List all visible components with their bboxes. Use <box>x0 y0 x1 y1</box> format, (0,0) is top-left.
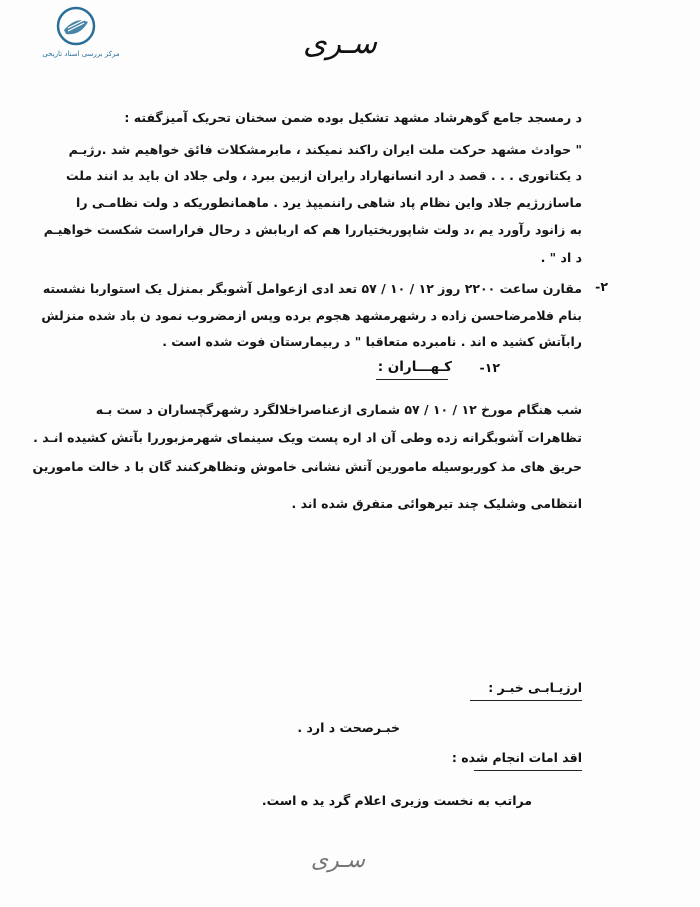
classification-stamp-bottom: سـرى <box>310 848 366 873</box>
body-line: به زانود رآورد یم ،د ولت شاپوربختیاررا هم که اربابش د رحال فراراست شکست خواهیـم <box>43 222 582 237</box>
archive-logo <box>22 6 140 70</box>
heading-underline <box>376 379 448 380</box>
closing-statement: مراتب به نخست وزیری اعلام گرد ید ه است. <box>261 793 532 808</box>
body-line: تظاهرات آشوبگرانه زده وطی آن اد اره پست ویک سینمای شهرمزبوررا بآتش کشیده انـد . <box>33 430 582 445</box>
item-number: -۲ <box>595 279 608 294</box>
body-line: د یکتاتوری . . . قصد د ارد انسانهاراد رایران ازبین ببرد ، ولی جلاد ان باید بد انند ملت <box>66 168 582 183</box>
body-line: د اد " . <box>540 250 582 265</box>
body-line: حریق های مذ کوربوسیله مامورین آتش نشانی خاموش وتظاهرکنند گان با د خالت مامورین <box>32 459 582 474</box>
evaluation-label: ارزیـابـی خبـر : <box>488 680 582 695</box>
body-line: شب هنگام مورخ ۱۲ / ۱۰ / ۵۷ شماری ازعناصراخلالگرد رشهرگچساران د ست بـه <box>95 402 582 417</box>
archive-emblem-icon <box>56 6 96 46</box>
actions-underline <box>474 770 582 771</box>
body-line: ماسازرژیم جلاد واین نظام پاد شاهی راننمیپذ یرد . ماهمانطوریکه د ولت نظامـی را <box>76 195 582 210</box>
body-line: رابآتش کشید ه اند . نامبرده متعاقبا " د ربیمارستان فوت شده است . <box>162 334 582 349</box>
item-number: -۱۲ <box>479 360 500 375</box>
classification-stamp-top: سـرى <box>303 26 377 61</box>
logo-caption: مرکز بررسی اسناد تاریخی <box>42 50 120 58</box>
actions-label: اقد امات انجام شده : <box>451 750 582 765</box>
section-heading: کـهـــاران : <box>377 359 452 375</box>
evaluation-underline <box>470 700 582 701</box>
body-line: مقارن ساعت ۲۲۰۰ روز ۱۲ / ۱۰ / ۵۷ تعد ادی ازعوامل آشوبگر بمنزل یک استواربا نشسته <box>42 281 582 296</box>
body-line: " حوادث مشهد حرکت ملت ایران راکند نمیکند ، مابرمشکلات فائق خواهیم شد .رژیـم <box>68 142 582 157</box>
body-line: د رمسجد جامع گوهرشاد مشهد تشکیل بوده ضمن سخنان تحریک آمیزگفته : <box>124 110 582 125</box>
body-line: انتظامی وشلیک چند تیرهوائی متفرق شده اند . <box>291 496 582 511</box>
evaluation-value: خبـرصحت د ارد . <box>297 720 400 735</box>
body-line: بنام فلامرضاحسن زاده د رشهرمشهد هجوم برده وپس ازمضروب نمود ن باد شده منزلش <box>41 308 582 323</box>
